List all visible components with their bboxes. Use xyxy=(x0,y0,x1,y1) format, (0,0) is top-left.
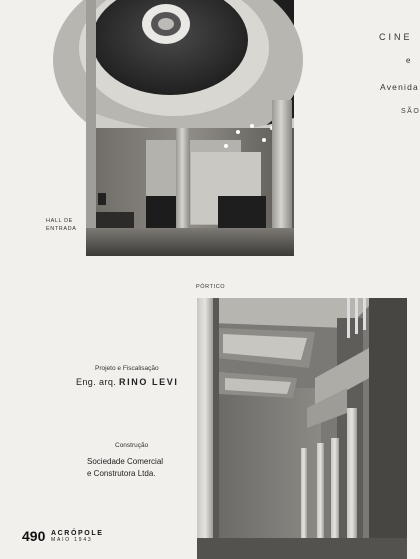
portico-caption: PÓRTICO xyxy=(196,284,226,290)
page-number: 490 xyxy=(22,528,46,544)
hall-photo xyxy=(86,0,294,256)
engineer-line xyxy=(76,377,178,387)
company-line1: Sociedade Comercial xyxy=(87,457,164,466)
company-name xyxy=(87,456,163,480)
header-title-fragment-2: e xyxy=(406,56,414,65)
engineer-prefix: Eng. arq. xyxy=(76,377,117,387)
construction-label: Construção xyxy=(115,442,149,449)
header-title-fragment: CINE xyxy=(379,32,413,42)
header-street-fragment: Avenida xyxy=(380,82,419,92)
hall-caption-line2: ENTRADA xyxy=(46,226,77,232)
hall-caption-line1: HALL DE xyxy=(46,218,73,224)
project-label: Projeto e Fiscalisação xyxy=(95,365,159,372)
portico-photo xyxy=(197,298,407,559)
header-city-fragment: SÃO xyxy=(401,108,420,115)
engineer-name: RINO LEVI xyxy=(119,377,179,387)
hall-caption xyxy=(46,217,76,233)
magazine-name: ACRÓPOLE xyxy=(51,530,104,537)
magazine-masthead xyxy=(51,530,103,543)
magazine-issue: MAIO 1943 xyxy=(51,537,93,543)
company-line2: e Construtora Ltda. xyxy=(87,469,156,478)
